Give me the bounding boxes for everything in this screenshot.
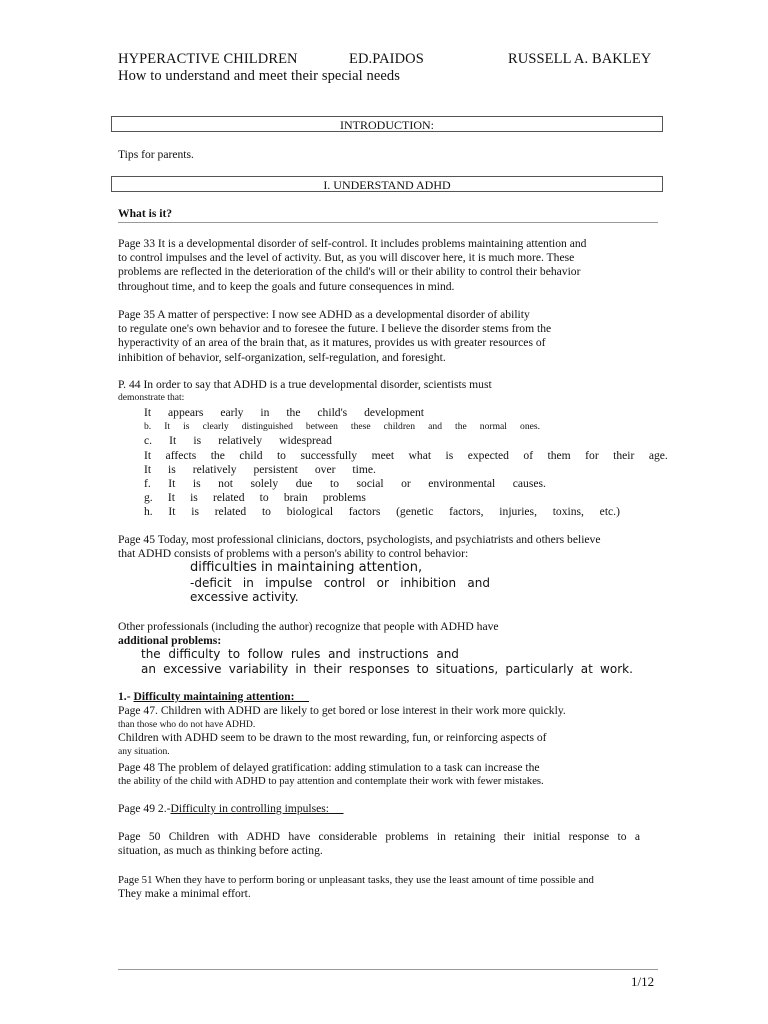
author: RUSSELL A. BAKLEY: [508, 51, 652, 67]
criteria-list: [144, 406, 668, 520]
p45-list: [190, 561, 490, 605]
book-title: HYPERACTIVE CHILDREN: [118, 51, 298, 67]
criteria-item: It affects the child to successfully meet what is expected of them for their age.: [144, 448, 668, 462]
criteria-item: It appears early in the child's development: [144, 406, 424, 419]
additional-list-item: an excessive variability in their responses to situations, particularly at work.: [141, 661, 633, 676]
footer-rule: [118, 969, 658, 970]
criteria-item: g. It is related to brain problems: [144, 491, 366, 505]
paragraph-p47: Page 47. Children with ADHD are likely to get bored or lose interest in their work more quickly. than those who do not have ADHD. Children with ADHD seem to be drawn to the most rewarding, fun, or reinforcing aspects of any situation.: [118, 704, 566, 758]
criteria-item: c. It is relatively widespread: [144, 434, 332, 448]
paragraph-p51: Page 51 When they have to perform boring or unpleasant tasks, they use the least amount of time possible and They make a minimal effort.: [118, 874, 594, 901]
paragraph-p50: Page 50 Children with ADHD have considerable problems in retaining their initial response to a situation, as much as thinking before acting.: [118, 830, 640, 858]
criteria-item: h. It is related to biological factors (genetic factors, injuries, toxins, etc.): [144, 505, 620, 519]
additional-list: [141, 647, 633, 676]
page-number: 1/12: [631, 974, 655, 989]
section-introduction: INTRODUCTION:: [111, 116, 663, 132]
paragraph-p33: Page 33 It is a developmental disorder of self-control. It includes problems maintaining attention and to control impulses and the level of activity. But, as you will discover here, it is much more. These problems are reflected in the deterioration of the child's will or their ability to control their behavior throughout time, and to keep the goals and future consequences in mind.: [118, 237, 587, 293]
paragraph-other: Other professionals (including the author) recognize that people with ADHD have additional problems:: [118, 620, 499, 648]
criteria-item: b. It is clearly distinguished between these children and the normal ones.: [144, 421, 540, 433]
criteria-item: It is relatively persistent over time.: [144, 462, 376, 476]
additional-list-item: the difficulty to follow rules and instructions and: [141, 647, 459, 661]
paragraph-p35: Page 35 A matter of perspective: I now see ADHD as a developmental disorder of ability to regulate one's own behavior and to foresee the future. I believe the disorder stems from the hyperactivity of an area of the brain that, as it matures, provides us with greater resources of inhibition of behavior, self-organization, self-regulation, and foresight.: [118, 308, 552, 364]
paragraph-p45: Page 45 Today, most professional clinicians, doctors, psychologists, and psychiatrists and others believe that ADHD consists of problems with a person's ability to control behavior:: [118, 533, 601, 561]
heading-attention: 1.- Difficulty maintaining attention:: [118, 690, 295, 703]
publisher: ED.PAIDOS: [349, 51, 424, 67]
paragraph-p44: P. 44 In order to say that ADHD is a true developmental disorder, scientists must demonstrate that:: [118, 378, 492, 404]
paragraph-p48: Page 48 The problem of delayed gratification: adding stimulation to a task can increase the the ability of the child with ADHD to pay attention and contemplate their work with fewer mistakes.: [118, 761, 544, 788]
section-understand-adhd: I. UNDERSTAND ADHD: [111, 176, 663, 192]
book-subtitle: How to understand and meet their special needs: [118, 68, 401, 84]
tips-text: Tips for parents.: [118, 148, 194, 161]
p45-list-item: -deficit in impulse control or inhibition and: [190, 575, 490, 590]
p45-list-item: difficulties in maintaining attention,: [190, 560, 423, 575]
what-is-it-heading: What is it?: [118, 207, 173, 220]
heading-impulses: Page 49 2.-Difficulty in controlling impulses:: [118, 802, 330, 815]
criteria-item: f. It is not solely due to social or environmental causes.: [144, 477, 546, 491]
p45-list-item: excessive activity.: [190, 590, 299, 604]
heading-rule: [118, 222, 658, 223]
